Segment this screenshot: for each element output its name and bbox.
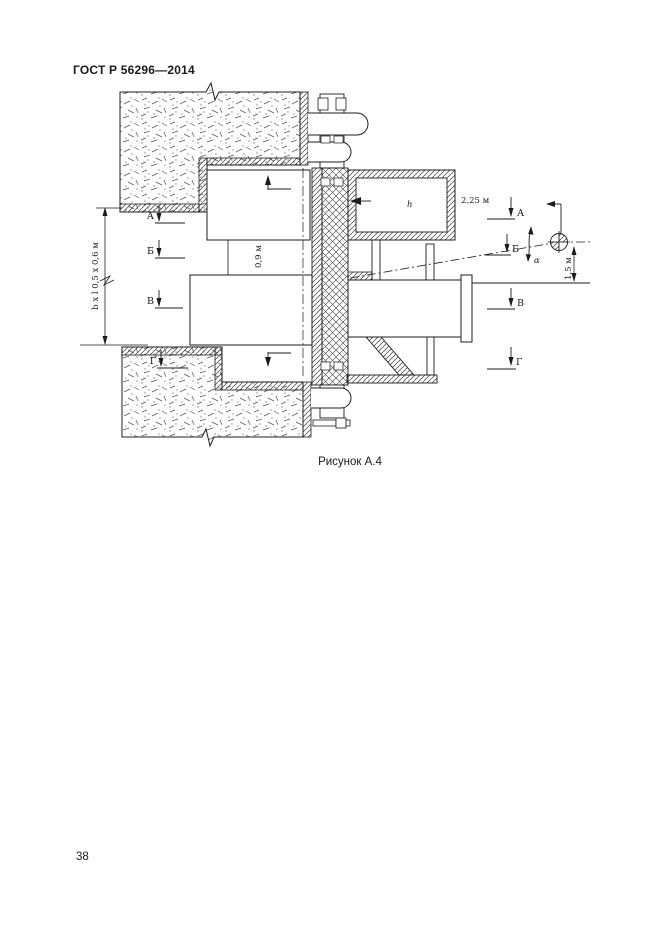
measurement-box	[348, 170, 490, 240]
wall-liner	[207, 158, 300, 165]
bottom-pipe	[311, 388, 351, 408]
instrument-height-dimension	[564, 246, 577, 282]
mark-right-v	[487, 288, 524, 309]
wall-liner	[122, 347, 222, 355]
wall-liner	[222, 382, 303, 390]
instrument-symbol	[546, 201, 570, 253]
wall-liner	[215, 347, 222, 390]
section-marks-left	[147, 205, 188, 368]
box-height-dimension: 2.25 м	[461, 196, 490, 206]
upper-pipe	[308, 113, 368, 135]
angle-label: α	[534, 256, 540, 266]
technical-drawing-svg	[75, 78, 600, 460]
svg-text:Б: Б	[512, 244, 519, 255]
wall-liner	[120, 204, 199, 212]
svg-text:В: В	[147, 296, 154, 307]
page-number: 38	[76, 851, 89, 863]
wall-liner	[199, 158, 207, 212]
bottom-bolt	[313, 418, 350, 428]
svg-text:В: В	[517, 298, 524, 309]
column-left-wall	[312, 168, 322, 385]
document-header: ГОСТ Р 56296—2014	[73, 63, 195, 77]
svg-text:Г: Г	[516, 357, 523, 368]
opening-dimension	[80, 207, 148, 345]
break-symbol	[100, 276, 114, 285]
mark-right-g	[487, 347, 522, 369]
mark-left-b	[147, 240, 185, 258]
svg-text:А: А	[517, 208, 525, 219]
svg-text:b x l 0,5 x 0,6 м: b x l 0,5 x 0,6 м	[91, 242, 101, 310]
mark-right-a	[487, 197, 525, 219]
box-height-label: h	[407, 200, 413, 210]
support-posts	[348, 240, 434, 281]
right-beam	[347, 275, 590, 383]
svg-text:Б: Б	[147, 246, 154, 257]
diagonal-strut	[366, 337, 414, 375]
lower-pipe	[308, 142, 351, 162]
svg-text:Г: Г	[149, 356, 156, 367]
upper-duct-box	[207, 170, 310, 240]
mark-left-v	[147, 290, 183, 308]
figure-caption: Рисунок А.4	[318, 456, 382, 468]
svg-text:А: А	[146, 211, 154, 222]
lower-duct-box	[190, 275, 312, 345]
duct-gap-dimension: 0,9 м	[254, 245, 264, 268]
flow-arrow-down	[265, 352, 291, 367]
wall-liner	[303, 382, 311, 437]
beam-end-frame	[461, 275, 472, 342]
base-bar	[347, 375, 437, 383]
left-arrow-icon	[546, 201, 555, 207]
figure-a4-drawing	[75, 78, 600, 460]
wall-liner	[300, 92, 308, 165]
svg-text:1,5 м: 1,5 м	[564, 257, 574, 280]
column-core	[322, 168, 348, 385]
